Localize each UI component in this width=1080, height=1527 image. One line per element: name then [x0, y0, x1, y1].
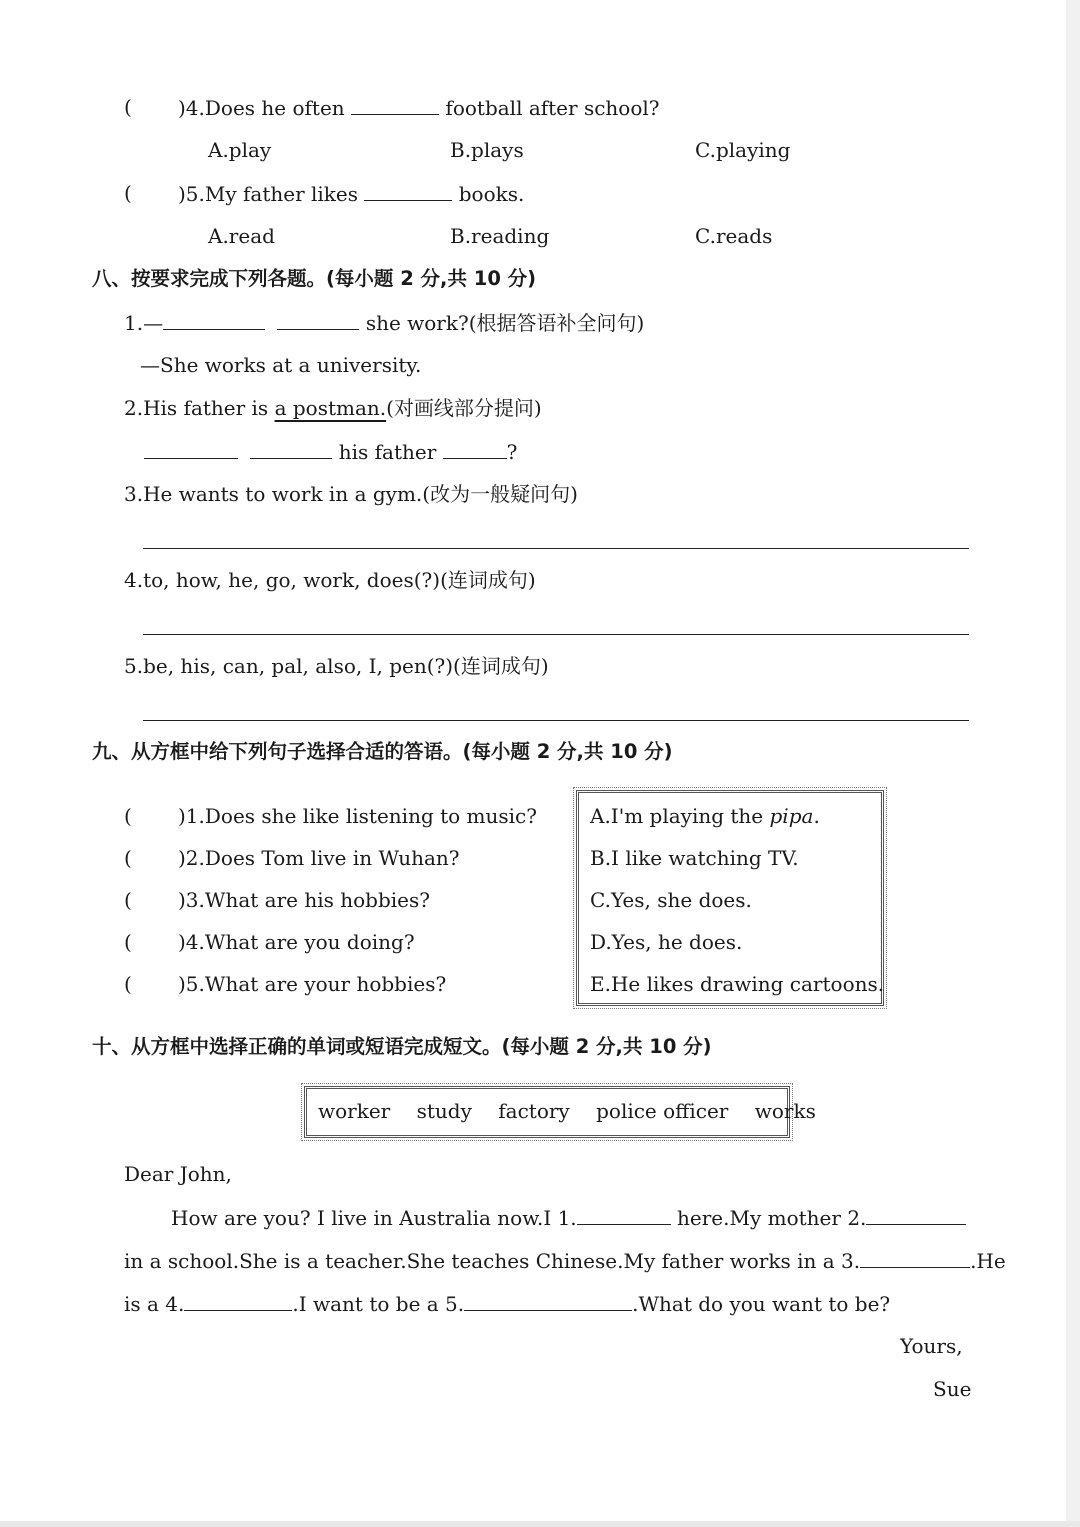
s9-question: )3.What are his hobbies? — [178, 888, 430, 912]
s9-answer-d: D.Yes, he does. — [590, 930, 743, 954]
word-bank-item: worker — [318, 1099, 391, 1123]
letter-text: .What do you want to be? — [632, 1292, 891, 1316]
word-bank-item: works — [754, 1099, 816, 1123]
answer-blank[interactable] — [860, 1247, 970, 1268]
option-b: B.plays — [450, 138, 524, 162]
letter-line-3 — [124, 1290, 890, 1317]
paren-open: ( — [124, 930, 132, 954]
answer-blank[interactable] — [443, 438, 507, 459]
word-bank — [308, 1098, 826, 1124]
page-edge — [0, 1521, 1080, 1527]
s9-answer-a-suffix: . — [813, 804, 820, 828]
s8-q1-prefix: 1.— — [124, 311, 164, 335]
question-5 — [178, 180, 524, 207]
s9-answer-e: E.He likes drawing cartoons. — [590, 972, 885, 996]
s8-q1-answer: —She works at a university. — [140, 353, 422, 377]
s8-question-1 — [124, 309, 644, 336]
answer-blank[interactable] — [277, 309, 359, 330]
s8-q2-end: ? — [506, 440, 518, 464]
paren-open: ( — [124, 95, 132, 119]
answer-blank[interactable] — [144, 438, 238, 459]
option-c: C.playing — [695, 138, 791, 162]
answer-line[interactable] — [143, 720, 969, 721]
letter-line-2 — [124, 1247, 1006, 1274]
letter-text: is a 4. — [124, 1292, 185, 1316]
letter-closing: Yours, — [900, 1334, 963, 1358]
answer-blank[interactable] — [351, 94, 439, 115]
letter-text: .I want to be a 5. — [292, 1292, 465, 1316]
question-4-after: football after school? — [445, 96, 660, 120]
s8-question-2 — [124, 395, 542, 421]
question-4-before: )4.Does he often — [178, 96, 345, 120]
s9-question: )4.What are you doing? — [178, 930, 415, 954]
option-a: A.read — [208, 224, 275, 248]
answer-blank[interactable] — [163, 309, 265, 330]
question-4 — [178, 94, 659, 121]
s9-question: )2.Does Tom live in Wuhan? — [178, 846, 460, 870]
paren-open: ( — [124, 972, 132, 996]
s9-answer-a-prefix: A.I'm playing the — [590, 804, 764, 828]
option-c: C.reads — [695, 224, 773, 248]
s9-answer-b: B.I like watching TV. — [590, 846, 799, 870]
section-9-heading: 九、从方框中给下列句子选择合适的答语。(每小题 2 分,共 10 分) — [92, 740, 673, 763]
letter-line-1 — [171, 1204, 966, 1231]
s8-question-4: 4.to, how, he, go, work, does(?)(连词成句) — [124, 568, 536, 592]
paren-open: ( — [124, 846, 132, 870]
answer-blank[interactable] — [250, 438, 332, 459]
s9-question: )1.Does she like listening to music? — [178, 804, 537, 828]
s8-q2-answer-line — [144, 438, 517, 465]
letter-text: in a school.She is a teacher.She teaches Chinese.My father works in a 3. — [124, 1249, 861, 1273]
s8-q2-prefix: 2.His father is — [124, 396, 269, 420]
answer-blank[interactable] — [577, 1204, 671, 1225]
section-10-heading: 十、从方框中选择正确的单词或短语完成短文。(每小题 2 分,共 10 分) — [92, 1035, 712, 1058]
question-5-after: books. — [458, 182, 525, 206]
s8-question-5: 5.be, his, can, pal, also, I, pen(?)(连词成句) — [124, 654, 549, 678]
letter-text: How are you? I live in Australia now.I 1. — [171, 1206, 577, 1230]
word-bank-item: study — [416, 1099, 472, 1123]
page-edge — [1066, 0, 1080, 1527]
letter-text: .He — [970, 1249, 1006, 1273]
paren-open: ( — [124, 804, 132, 828]
answer-line[interactable] — [143, 548, 969, 549]
s9-answer-c: C.Yes, she does. — [590, 888, 752, 912]
s8-q1-after: she work?(根据答语补全问句) — [365, 311, 645, 335]
word-bank-item: police officer — [596, 1099, 729, 1123]
option-a: A.play — [208, 138, 272, 162]
letter-signature: Sue — [933, 1377, 972, 1401]
answer-blank[interactable] — [184, 1290, 292, 1311]
answer-line[interactable] — [143, 634, 969, 635]
s8-q2-after: (对画线部分提问) — [386, 396, 542, 420]
s8-question-3: 3.He wants to work in a gym.(改为一般疑问句) — [124, 482, 578, 506]
question-5-before: )5.My father likes — [178, 182, 359, 206]
s9-answer-a — [590, 803, 820, 829]
s9-answer-a-italic: pipa — [769, 804, 814, 828]
letter-salutation: Dear John, — [124, 1162, 232, 1186]
option-b: B.reading — [450, 224, 550, 248]
answer-blank[interactable] — [866, 1204, 966, 1225]
letter-text: here.My mother 2. — [677, 1206, 867, 1230]
underlined-phrase: a postman. — [274, 396, 387, 420]
paren-open: ( — [124, 888, 132, 912]
s9-question: )5.What are your hobbies? — [178, 972, 447, 996]
s8-q2-mid: his father — [338, 440, 437, 464]
section-8-heading: 八、按要求完成下列各题。(每小题 2 分,共 10 分) — [92, 267, 537, 290]
answer-blank[interactable] — [464, 1290, 632, 1311]
answer-blank[interactable] — [364, 180, 452, 201]
paren-open: ( — [124, 181, 132, 205]
word-bank-item: factory — [498, 1099, 570, 1123]
